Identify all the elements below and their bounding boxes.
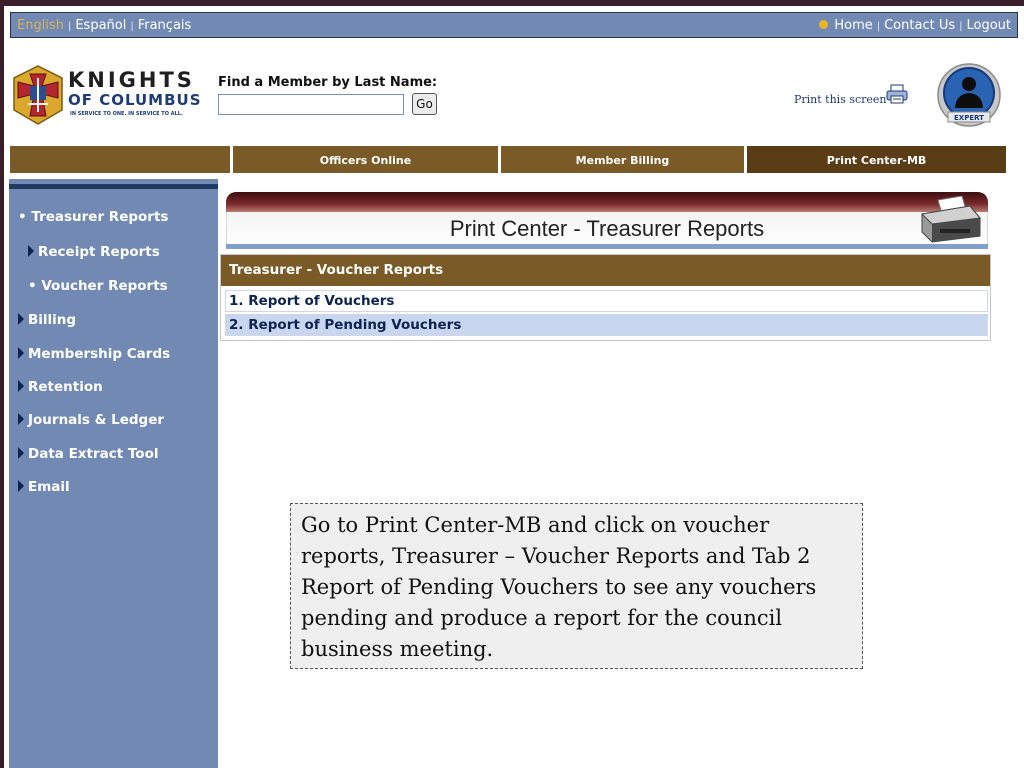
expand-arrow-icon: [18, 413, 24, 425]
go-button[interactable]: Go: [412, 93, 437, 115]
expand-arrow-icon: [18, 347, 24, 359]
logout-link[interactable]: Logout: [966, 18, 1011, 33]
nav-officers-online[interactable]: Officers Online: [233, 146, 498, 173]
language-selector: [17, 18, 191, 33]
home-link[interactable]: Home: [834, 18, 873, 33]
sidebar-item-label: Treasurer Reports: [31, 209, 169, 225]
language-french[interactable]: Français: [137, 18, 192, 33]
page-banner: [226, 192, 988, 249]
banner-underline: [226, 244, 988, 249]
report-of-pending-vouchers-link[interactable]: 2. Report of Pending Vouchers: [225, 314, 988, 336]
nav-print-center-mb[interactable]: Print Center-MB: [747, 146, 1006, 173]
separator: |: [67, 21, 72, 32]
banner-printer-icon: [918, 196, 984, 244]
instruction-callout: Go to Print Center-MB and click on voucher reports, Treasurer – Voucher Reports and Tab 2 Report of Pending Vouchers to see any vouchers pending and produce a report for the council business meeting.: [290, 503, 863, 669]
emblem-icon: [10, 64, 66, 126]
print-this-screen-link[interactable]: Print this screen: [794, 93, 887, 106]
sidebar-item-label: Retention: [28, 379, 103, 395]
sidebar-item-email[interactable]: [18, 479, 70, 495]
banner-header-strip: [226, 192, 988, 212]
expert-badge-icon: [936, 62, 1002, 128]
sidebar-item-receipt-reports[interactable]: [28, 244, 160, 260]
expand-arrow-icon: [18, 313, 24, 325]
sidebar-item-voucher-reports[interactable]: • Voucher Reports: [28, 278, 168, 294]
nav-member-billing[interactable]: Member Billing: [501, 146, 744, 173]
sidebar-item-billing[interactable]: [18, 312, 76, 328]
top-links: [819, 18, 1011, 33]
expand-arrow-icon: [28, 245, 34, 257]
knights-of-columbus-logo[interactable]: [10, 64, 210, 126]
printer-icon[interactable]: [886, 84, 908, 104]
separator: |: [959, 21, 963, 32]
sidebar-top-bar: [9, 184, 218, 189]
page-title: Print Center - Treasurer Reports: [449, 216, 765, 241]
find-member-label: Find a Member by Last Name:: [218, 75, 438, 90]
sidebar-item-label: Data Extract Tool: [28, 446, 159, 462]
sidebar-item-label: Receipt Reports: [38, 244, 160, 260]
logo-text-columbus: OF COLUMBUS: [68, 91, 202, 109]
sidebar-item-label: Billing: [28, 312, 77, 328]
expand-arrow-icon: [18, 380, 24, 392]
sidebar-item-treasurer-reports[interactable]: • Treasurer Reports: [18, 209, 169, 225]
sidebar-item-label: Journals & Ledger: [28, 412, 165, 428]
top-bar: [10, 12, 1018, 38]
main-nav: [10, 146, 1006, 173]
sidebar: [9, 179, 218, 768]
sidebar-item-data-extract-tool[interactable]: [18, 446, 158, 462]
nav-spacer: [10, 146, 230, 173]
last-name-search-input[interactable]: [218, 94, 404, 115]
expand-arrow-icon: [18, 480, 24, 492]
contact-us-link[interactable]: Contact Us: [884, 18, 956, 33]
sidebar-item-label: Membership Cards: [28, 346, 171, 362]
voucher-reports-panel: [220, 254, 991, 341]
sidebar-item-membership-cards[interactable]: [18, 346, 170, 362]
sidebar-item-journals-ledger[interactable]: [18, 412, 164, 428]
logo-tagline: IN SERVICE TO ONE. IN SERVICE TO ALL.: [70, 111, 183, 117]
report-of-vouchers-link[interactable]: 1. Report of Vouchers: [225, 290, 988, 312]
language-spanish[interactable]: Español: [75, 18, 127, 33]
window-frame-left: [0, 0, 4, 768]
expert-badge-label: EXPERT: [954, 114, 984, 122]
separator: |: [130, 21, 134, 32]
voucher-reports-heading: Treasurer - Voucher Reports: [221, 255, 990, 286]
separator: |: [876, 21, 881, 32]
window-frame-top: [0, 0, 1024, 6]
sidebar-item-label: Email: [28, 479, 70, 495]
logo-text-knights: KNIGHTS: [68, 68, 195, 92]
language-english[interactable]: English: [17, 18, 64, 33]
home-bullet-icon: [819, 20, 828, 29]
expand-arrow-icon: [18, 447, 24, 459]
sidebar-item-label: Voucher Reports: [41, 278, 168, 294]
sidebar-item-retention[interactable]: [18, 379, 103, 395]
